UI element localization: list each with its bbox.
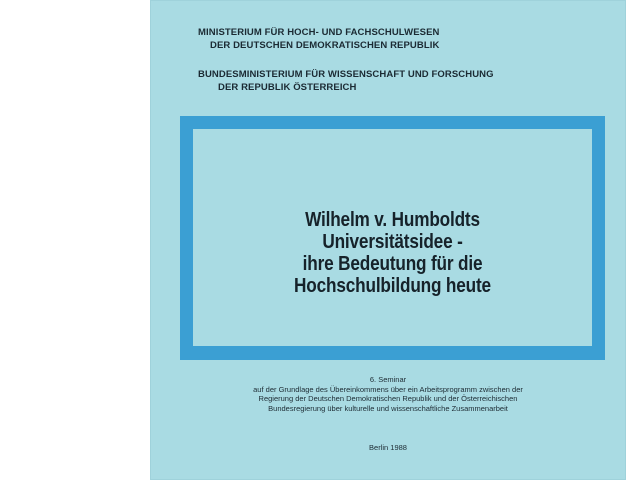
title-frame: [180, 116, 605, 360]
publisher-line: DER REPUBLIK ÖSTERREICH: [218, 82, 357, 93]
book-title: [221, 209, 564, 297]
title-line: Universitätsidee -: [322, 231, 463, 253]
publisher-ministry-ddr: [198, 26, 498, 52]
title-line: Wilhelm v. Humboldts: [305, 209, 480, 231]
seminar-line: auf der Grundlage des Übereinkommens über ein Arbeitsprogramm zwischen der: [253, 384, 523, 394]
publisher-line: MINISTERIUM FÜR HOCH- UND FACHSCHULWESEN: [198, 27, 440, 38]
seminar-description: [150, 375, 626, 413]
publisher-line: DER DEUTSCHEN DEMOKRATISCHEN REPUBLIK: [210, 40, 440, 51]
title-panel: [193, 129, 592, 346]
seminar-line: Regierung der Deutschen Demokratischen Republik und der Österreichischen: [258, 394, 518, 404]
place-and-year: Berlin 1988: [369, 443, 407, 452]
seminar-line: 6. Seminar: [369, 375, 407, 384]
publisher-line: BUNDESMINISTERIUM FÜR WISSENSCHAFT UND FORSCHUNG: [198, 69, 494, 80]
publisher-ministry-austria: [198, 68, 498, 94]
title-line: ihre Bedeutung für die: [302, 253, 483, 275]
title-line: Hochschulbildung heute: [294, 275, 491, 297]
seminar-line: Bundesregierung über kulturelle und wissenschaftliche Zusammenarbeit: [268, 403, 508, 413]
book-cover: [150, 0, 626, 480]
